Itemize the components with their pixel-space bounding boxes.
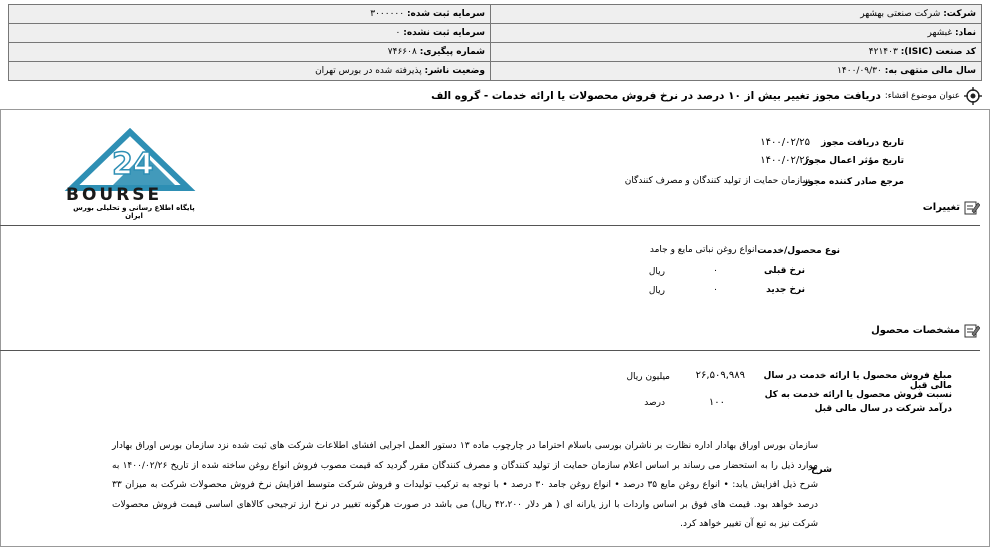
tracking-value: ۷۴۶۶۰۸ (387, 47, 417, 57)
company-value: شرکت صنعتی بهشهر (860, 9, 941, 19)
fiscal-year-label: سال مالی منتهی به: (884, 66, 976, 76)
info-row (9, 62, 982, 81)
symbol-value: غبشهر (927, 28, 953, 38)
registered-capital-value: ۳۰۰۰۰۰۰ (370, 9, 405, 19)
unregistered-capital-cell (9, 24, 491, 43)
edit-icon (964, 323, 980, 338)
sales-value: ۲۶,۵۰۹,۹۸۹ (695, 370, 745, 381)
specs-heading (871, 323, 980, 338)
new-rate-unit: ریال (648, 286, 665, 296)
publisher-status-cell (9, 62, 491, 81)
company-cell (491, 5, 982, 24)
bourse24-logo (60, 128, 220, 220)
unregistered-capital-value: ۰ (395, 28, 401, 38)
receive-date-value: ۱۴۰۰/۰۲/۲۵ (760, 137, 810, 148)
isic-value: ۴۲۱۴۰۳ (868, 47, 898, 57)
info-row (9, 24, 982, 43)
subject-title: دریافت مجوز تغییر بیش از ۱۰ درصد در نرخ فروش محصولات یا ارائه خدمات - گروه الف (431, 90, 881, 102)
changes-heading-text: تغییرات (922, 202, 960, 213)
symbol-label: نماد: (954, 28, 976, 38)
changes-heading (923, 200, 980, 215)
prev-rate-value: ۰ (713, 266, 718, 276)
description-text: سازمان بورس اوراق بهادار اداره نظارت بر ناشران بورسی باسلام احتراما در چارچوب ماده ۱۳ دستور العمل اجرایی افشای اطلاعات شرکت های ثبت شده نزد سازمان بورس اوراق بهادار موارد ذیل را به استحضار می رساند بر اساس اعلام سازمان حمایت از تولید کنندگان و مصرف کنندگان مقرر گردید که قیمت مصوب فروش انواع روغن ساخته شده از تاریخ ۱۴۰۰/۰۲/۲۶ به شرح ذیل افزایش یابد: • انواع روغن مایع ۳۵ درصد • انواع روغن جامد ۳۰ درصد • با توجه به ترکیب تولیدات و فروش شرکت متوسط افزایش نرخ فروش محصولات شرکت به میزان ۳۳ درصد خواهد بود. قیمت های فوق بر اساس واردات با ارز یارانه ای ( هر دلار ۴۲،۲۰۰ ریال) می باشد در صورت هرگونه تغییر در نرخ ارز ترجیحی کالاهای اساسی قیمت فروش محصولات شرکت نیز به تبع آن تغییر خواهد کرد. (112, 441, 819, 529)
isic-label: کد صنعت (ISIC): (900, 47, 976, 57)
publisher-status-label: وضعیت ناشر: (424, 66, 485, 76)
prev-rate-unit: ریال (648, 267, 665, 277)
registered-capital-cell (9, 5, 491, 24)
fiscal-year-cell (491, 62, 982, 81)
unregistered-capital-label: سرمایه ثبت نشده: (403, 28, 485, 38)
target-icon (964, 87, 982, 105)
issuer-value: سازمان حمایت از تولید کنندگان و مصرف کنندگان (624, 176, 810, 186)
ratio-label: نسبت فروش محصول یا ارائه خدمت به کل درآمد شرکت در سال مالی قبل (764, 390, 952, 414)
description-label: شرح (811, 465, 832, 475)
info-row (9, 43, 982, 62)
product-value: انواع روغن نباتی مایع و جامد (649, 245, 757, 255)
changes-divider (0, 225, 980, 226)
specs-heading-text: مشخصات محصول (871, 325, 960, 336)
receive-date-label: تاریخ دریافت مجوز (821, 138, 904, 148)
registered-capital-label: سرمایه ثبت شده: (406, 9, 485, 19)
product-label: نوع محصول/خدمت (757, 246, 840, 256)
ratio-unit: درصد (644, 398, 665, 408)
issuer-label: مرجع صادر کننده مجوز (802, 177, 904, 187)
symbol-cell (491, 24, 982, 43)
publisher-status-value: پذیرفته شده در بورس تهران (315, 66, 422, 76)
logo-number: 24 (112, 147, 154, 182)
logo-text: BOURSE (66, 185, 163, 205)
info-row (9, 5, 982, 24)
fiscal-year-value: ۱۴۰۰/۰۹/۳۰ (837, 66, 882, 76)
isic-cell (491, 43, 982, 62)
logo-caption: پایگاه اطلاع رسانی و تحلیلی بورس ایران (73, 204, 195, 220)
edit-icon (964, 200, 980, 215)
sales-unit: میلیون ریال (626, 372, 670, 382)
tracking-label: شماره پیگیری: (419, 47, 485, 57)
sales-label: مبلغ فروش محصول یا ارائه خدمت در سال مالی قبل (763, 371, 952, 391)
ratio-value: ۱۰۰ (708, 397, 725, 408)
company-label: شرکت: (943, 9, 976, 19)
prev-rate-label: نرخ قبلی (764, 266, 805, 276)
effective-date-label: تاریخ مؤثر اعمال مجوز (803, 156, 904, 166)
subject-label: عنوان موضوع افشاء: (884, 91, 960, 101)
new-rate-label: نرخ جدید (766, 285, 805, 295)
new-rate-value: ۰ (713, 285, 718, 295)
effective-date-value: ۱۴۰۰/۰۲/۲۶ (760, 155, 810, 166)
tracking-cell (9, 43, 491, 62)
company-info-table (8, 4, 982, 81)
specs-divider (0, 350, 980, 351)
subject-row (0, 86, 982, 106)
